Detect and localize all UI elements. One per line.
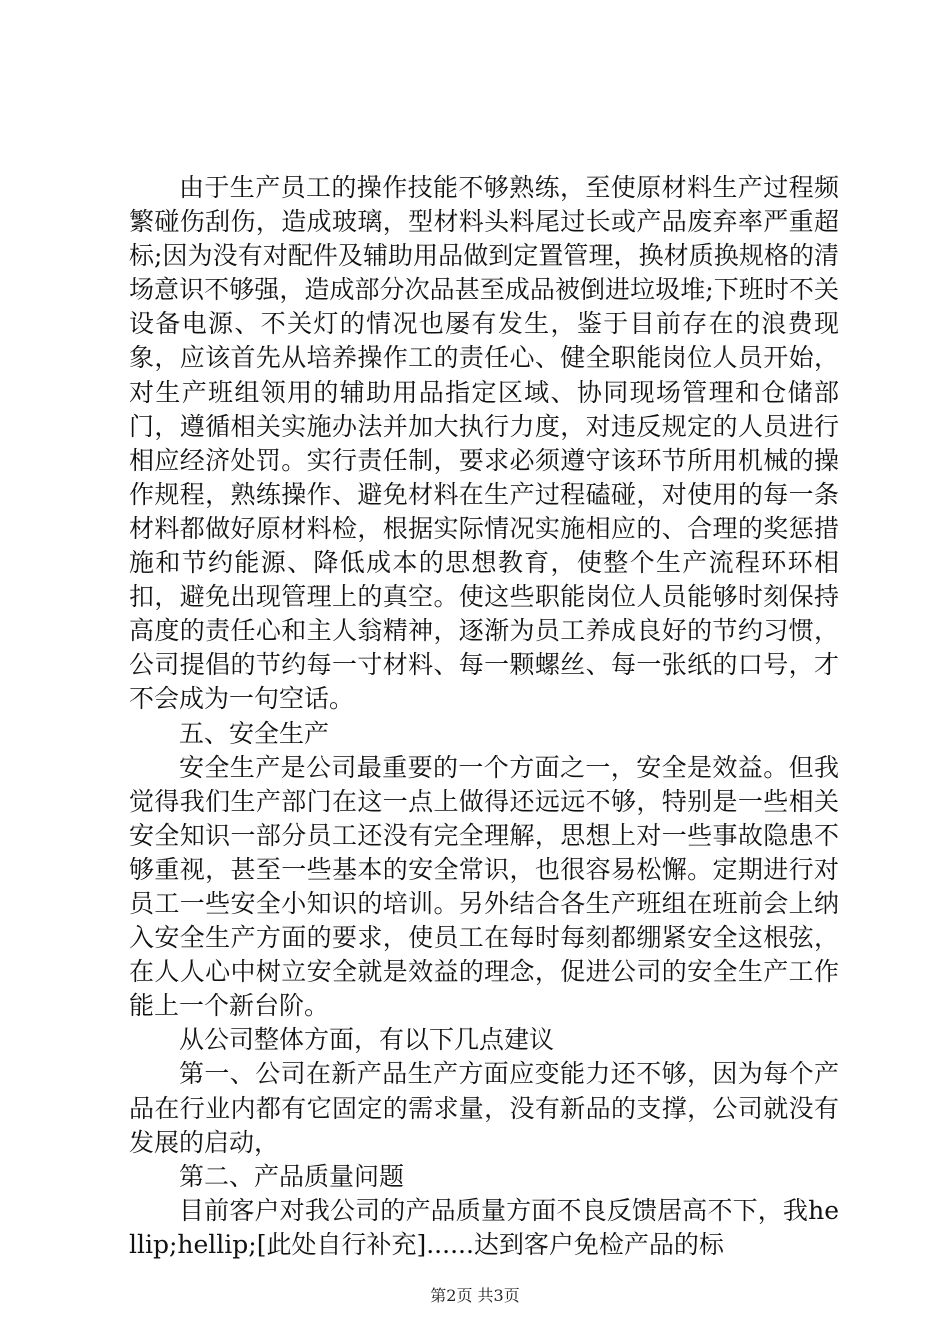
heading-company-suggestions: 从公司整体方面，有以下几点建议: [179, 1025, 555, 1055]
paragraph-waste-management: 由于生产员工的操作技能不够熟练，至使原材料生产过程频繁碰伤刮伤，造成玻璃，型材料头料尾过长或产品废弃率严重超标;因为没有对配件及辅助用品做到定置管理，换材质换规格的清场意识不够强，造成部分次品甚至成品被倒进垃圾堆;下班时不关设备电源、不关灯的情况也屡有发生，鉴于目前存在的浪费现象，应该首先从培养操作工的责任心、健全职能岗位人员开始，对生产班组领用的辅助用品指定区域、协同现场管理和仓储部门，遵循相关实施办法并加大执行力度，对违反规定的人员进行相应经济处罚。实行责任制，要求必须遵守该环节所用机械的操作规程，熟练操作、避免材料在生产过程磕碰，对使用的每一条材料都做好原材料检，根据实际情况实施相应的、合理的奖惩措施和节约能源、降低成本的思想教育，使整个生产流程环环相扣，避免出现管理上的真空。使这些职能岗位人员能够时刻保持高度的责任心和主人翁精神，逐渐为员工养成良好的节约习惯，公司提倡的节约每一寸材料、每一颗螺丝、每一张纸的口号，才不会成为一句空话。: [129, 173, 839, 714]
heading-safety-production: 五、安全生产: [179, 718, 330, 748]
heading-product-quality: 第二、产品质量问题: [179, 1161, 405, 1191]
paragraph-product-quality: 目前客户对我公司的产品质量方面不良反馈居高不下，我hellip;hellip;[此处自行补充]......达到客户免检产品的标: [129, 1195, 839, 1259]
paragraph-suggestion-one: 第一、公司在新产品生产方面应变能力还不够，因为每个产品在行业内都有它固定的需求量，没有新品的支撑，公司就没有发展的启动，: [129, 1059, 839, 1157]
document-body: [129, 171, 839, 1262]
page-footer: 第2页 共3页: [430, 1286, 520, 1305]
paragraph-safety-production: 安全生产是公司最重要的一个方面之一，安全是效益。但我觉得我们生产部门在这一点上做得还远远不够，特别是一些相关安全知识一部分员工还没有完全理解，思想上对一些事故隐患不够重视，甚至一些基本的安全常识，也很容易松懈。定期进行对员工一些安全小知识的培训。另外结合各生产班组在班前会上纳入安全生产方面的要求，使员工在每时每刻都绷紧安全这根弦，在人人心中树立安全就是效益的理念，促进公司的安全生产工作能上一个新台阶。: [129, 752, 839, 1021]
